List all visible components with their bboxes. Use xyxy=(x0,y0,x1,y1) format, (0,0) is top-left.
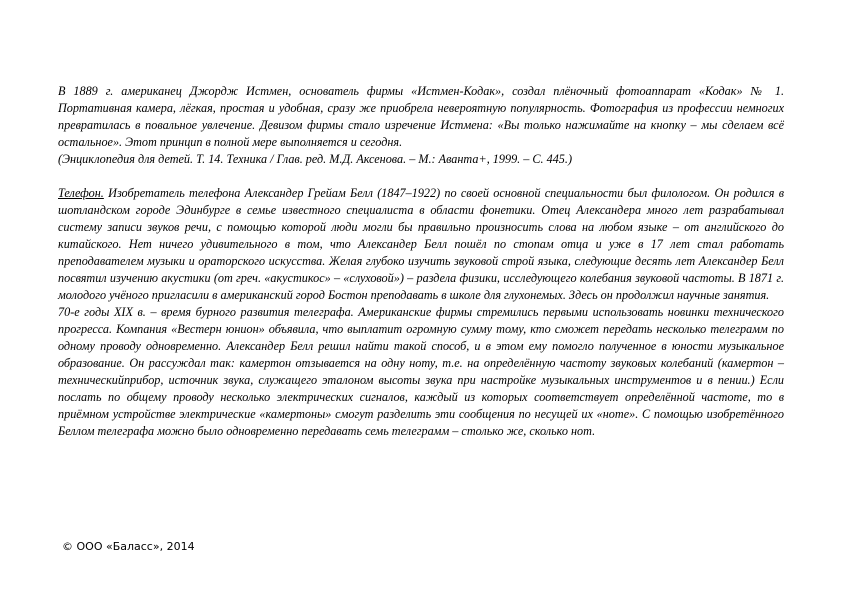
telephone-paragraph-1-text: Изобретатель телефона Александер Грейам Белл (1847–1922) по своей основной специальности был филологом. Он родился в шотландском городе Эдинбурге в семье известного специалиста в области фонетики. Отец Александера много лет разрабатывал систему записи звуков речи, с помощью которой люди могли бы правильно произносить слова на любом языке – от английского до китайского. Нет ничего удивительного в том, что Александер Белл пошёл по стопам отца и уже в 17 лет стал работать преподавателем музыки и ораторского искусства. Желая глубоко изучить звуковой строй языка, следующие десять лет Александер Белл посвятил изучению акустики (от греч. «акустикос» – «слуховой») – раздела физики, исследующего колебания звуковой частоты. В 1871 г. молодого учёного пригласили в американский город Бостон преподавать в школе для глухонемых. Здесь он продолжил научные занятия. xyxy=(58,186,785,302)
copyright-notice: © ООО «Баласс», 2014 xyxy=(62,540,195,553)
section-heading-telephone: Телефон. xyxy=(58,186,104,200)
paragraph-spacer xyxy=(58,168,784,185)
intro-paragraph: В 1889 г. американец Джордж Истмен, основатель фирмы «Истмен-Кодак», создал плёночный фотоаппарат «Кодак» № 1. Портативная камера, лёгкая, простая и удобная, сразу же приобрела невероятную популярность. Фотография из профессии немногих превратилась в повальное увлечение. Девизом фирмы стало изречение Истмена: «Вы только нажимайте на кнопку – мы сделаем всё остальное». Этот принцип в полной мере выполняется и сегодня. xyxy=(58,84,784,149)
source-citation: (Энциклопедия для детей. Т. 14. Техника / Глав. ред. М.Д. Аксенова. – М.: Аванта+, 1999. – С. 445.) xyxy=(58,152,573,166)
document-body xyxy=(58,83,784,440)
telephone-paragraph-2: 70-е годы XIX в. – время бурного развития телеграфа. Американские фирмы стремились первыми использовать новинки технического прогресса. Компания «Вестерн юнион» объявила, что выплатит огромную сумму тому, кто сможет передать несколько телеграмм по одному проводу одновременно. Александер Белл решил найти такой способ, и в этом ему помогло полученное в юности музыкальное образование. Он рассуждал так: камертон отзывается на одну ноту, т.е. на определённую частоту звуковых колебаний (камертон – техническийприбор, источник звука, служащего эталоном высоты звука при настройке музыкальных инструментов и в пении.) Если послать по общему проводу несколько электрических сигналов, каждый из которых соответствует определённой частоте, то в приёмном устройстве электрические «камертоны» смогут разделить эти сообщения по несущей их «ноте». С помощью изобретённого Беллом телеграфа можно было одновременно передавать семь телеграмм – столько же, сколько нот. xyxy=(58,305,784,438)
telephone-paragraph-1 xyxy=(58,185,784,304)
